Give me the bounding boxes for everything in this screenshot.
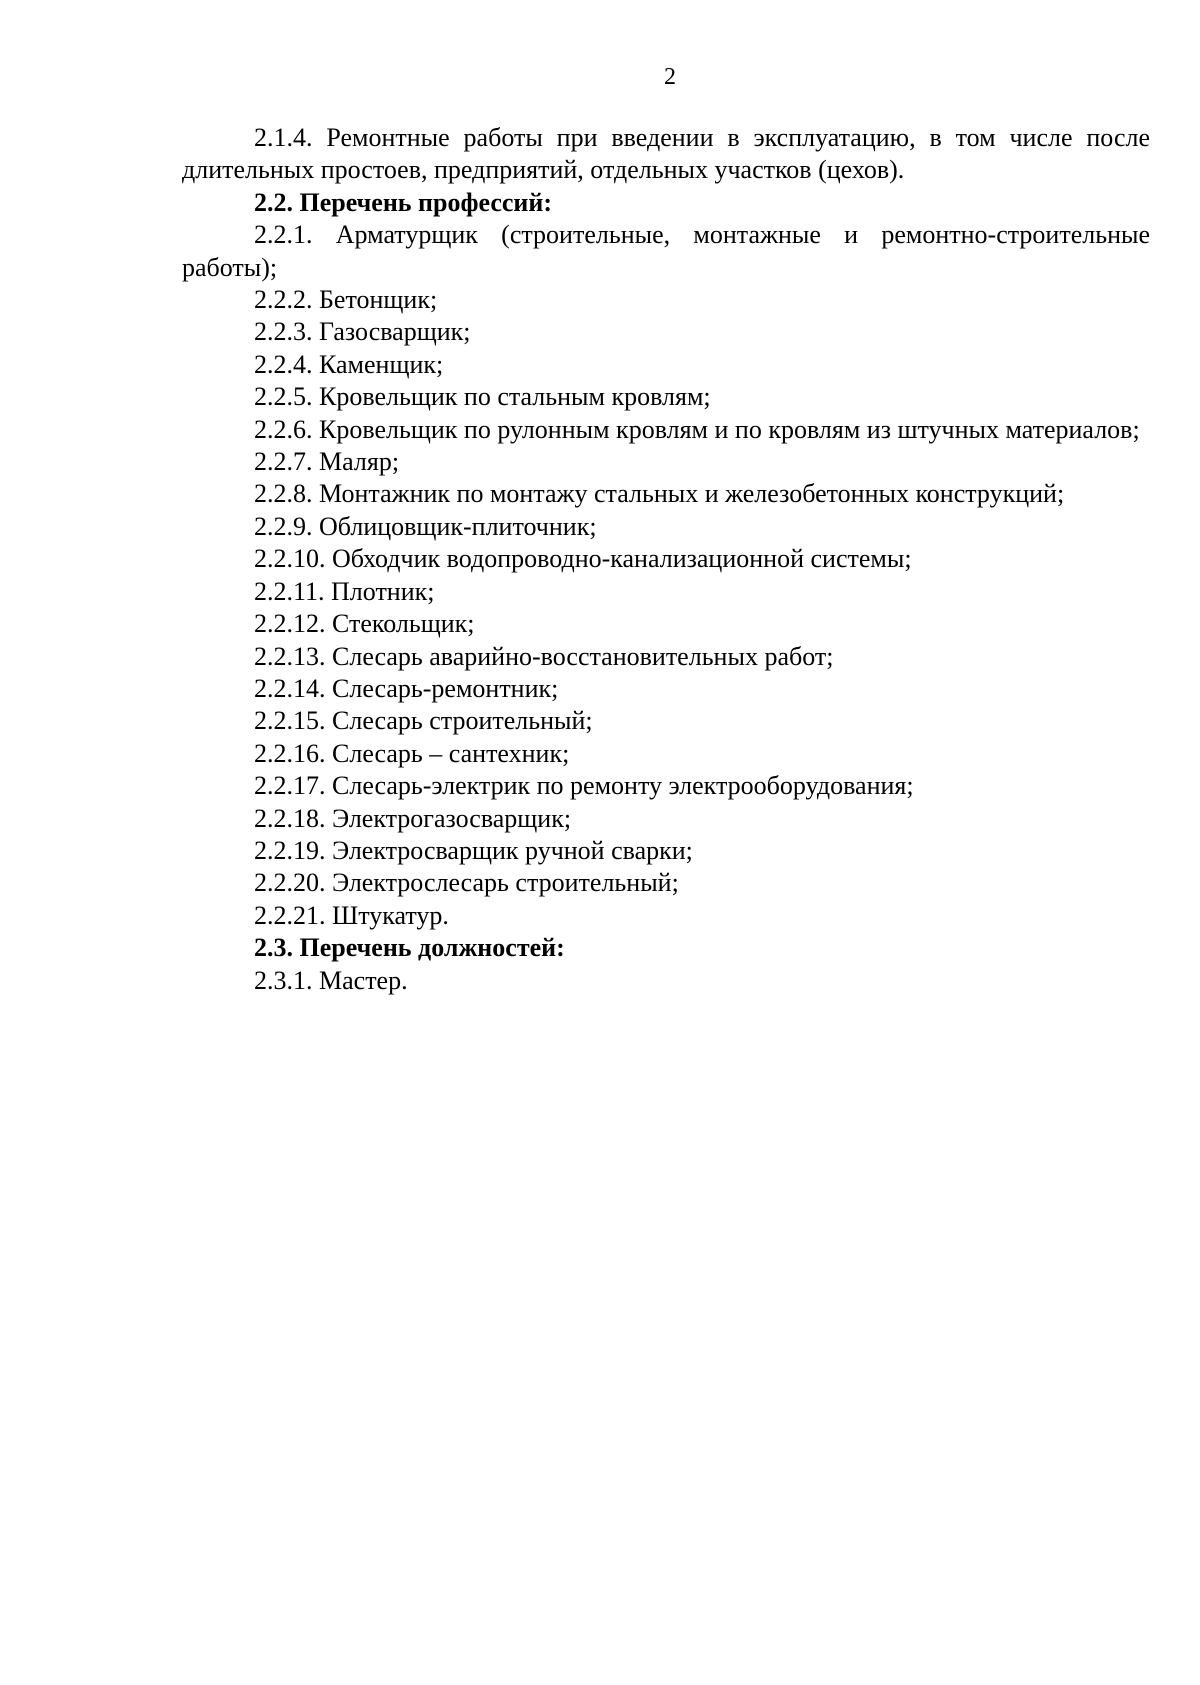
- list-item: 2.2.12. Стекольщик;: [254, 609, 475, 639]
- item-2-1-4: 2.1.4. Ремонтные работы при введении в эксплуатацию, в том числе после длительных простоев, предприятий, отдельных участков (цехов).: [182, 123, 1150, 185]
- list-item: 2.2.7. Маляр;: [254, 447, 400, 477]
- list-item: 2.2.20. Электрослесарь строительный;: [254, 868, 679, 898]
- list-item: 2.2.15. Слесарь строительный;: [254, 706, 593, 736]
- positions-list: [182, 965, 1150, 997]
- list-item: 2.2.1. Арматурщик (строительные, монтажные и ремонтно-строительные работы);: [182, 220, 1150, 282]
- professions-list: [182, 219, 1150, 932]
- list-item: 2.2.13. Слесарь аварийно-восстановительных работ;: [254, 641, 834, 671]
- list-item: 2.2.19. Электросварщик ручной сварки;: [254, 835, 693, 865]
- list-item: 2.2.18. Электрогазосварщик;: [254, 803, 572, 833]
- list-item: 2.2.3. Газосварщик;: [254, 317, 471, 347]
- list-item: 2.2.6. Кровельщик по рулонным кровлям и по кровлям из штучных материалов;: [254, 414, 1140, 444]
- list-item: 2.2.17. Слесарь-электрик по ремонту электрооборудования;: [254, 771, 914, 801]
- positions-heading: 2.3. Перечень должностей:: [254, 933, 565, 963]
- list-item: 2.2.21. Штукатур.: [254, 900, 449, 930]
- list-item: 2.2.8. Монтажник по монтажу стальных и железобетонных конструкций;: [254, 479, 1065, 509]
- page-number: 2: [664, 64, 676, 90]
- list-item: 2.2.11. Плотник;: [254, 576, 435, 606]
- document-body: [182, 122, 1150, 997]
- list-item: 2.3.1. Мастер.: [254, 965, 408, 995]
- list-item: 2.2.10. Обходчик водопроводно-канализационной системы;: [254, 544, 912, 574]
- list-item: 2.2.2. Бетонщик;: [254, 285, 438, 315]
- list-item: 2.2.16. Слесарь – сантехник;: [254, 738, 570, 768]
- list-item: 2.2.4. Каменщик;: [254, 349, 444, 379]
- list-item: 2.2.5. Кровельщик по стальным кровлям;: [254, 382, 711, 412]
- professions-heading: 2.2. Перечень профессий:: [254, 187, 553, 217]
- list-item: 2.2.14. Слесарь-ремонтник;: [254, 673, 559, 703]
- list-item: 2.2.9. Облицовщик-плиточник;: [254, 511, 597, 541]
